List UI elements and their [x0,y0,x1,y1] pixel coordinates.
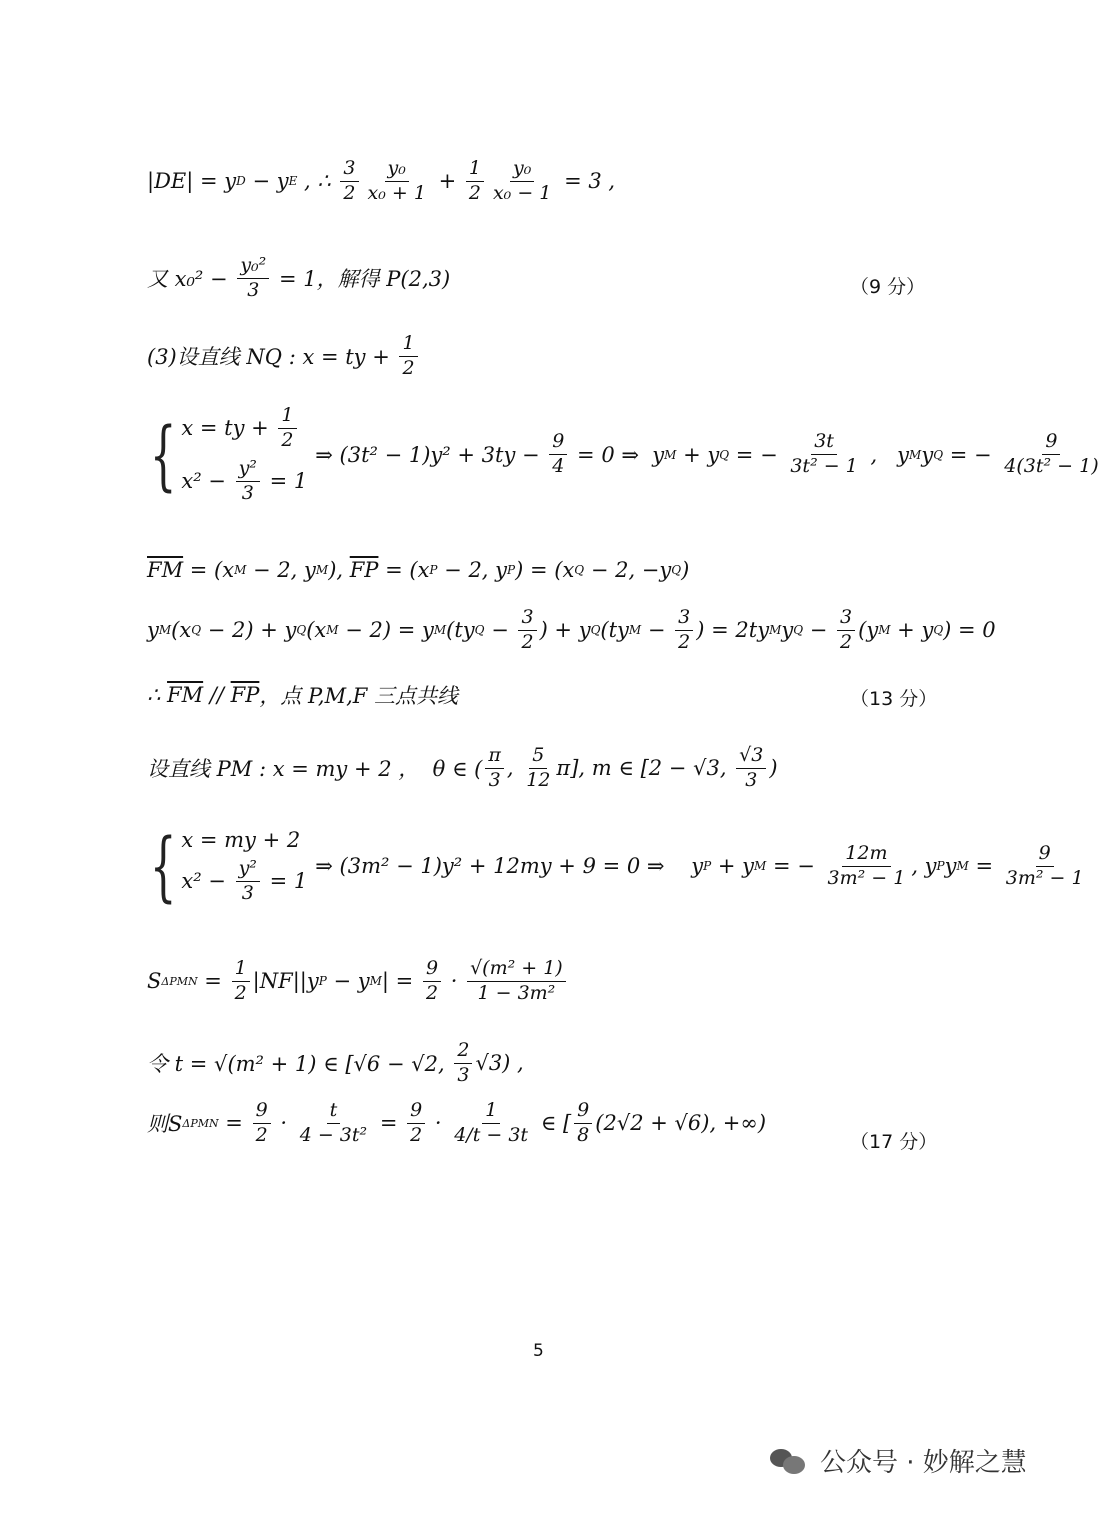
numerator: 1 [232,958,250,982]
sub: Q [191,623,202,638]
text: , y [863,442,910,467]
system-pm-hyperbola [147,821,1090,911]
score-label: （17 分） [850,1131,938,1153]
numerator: y² [236,858,260,882]
fraction [787,431,860,478]
sub: M [369,974,382,989]
text: − 2, y [246,558,316,582]
text: − [803,618,835,643]
vector-fp: $\overline{FP}$ [230,683,260,707]
denominator: 2 [678,630,691,653]
denominator: x₀ − 1 [492,181,552,204]
denominator: 12 [526,768,551,791]
line-collinear-derivation [147,607,996,654]
text: (x [306,618,327,643]
text: = 1 [262,469,308,494]
numerator: 3 [675,607,693,631]
text: (3)设直线 NQ : x = ty + [147,345,397,370]
page-number: 5 [533,1341,544,1361]
denominator: 2 [255,1123,268,1146]
numerator: 9 [1042,431,1060,455]
text: · [273,1111,294,1136]
line-substitution [147,1040,524,1087]
text: ) = 0 [943,618,996,643]
text: = [968,854,1000,879]
sub: M [878,623,891,638]
brace-symbol: { [149,409,177,499]
line-de-length [147,158,615,205]
denominator: 3m² − 1 [1005,866,1084,889]
fraction [454,1040,472,1087]
line-pm-setup [147,745,778,792]
fraction [297,1100,370,1147]
sub: P [936,859,945,874]
numerator: 1 [278,405,296,429]
denominator: 4 − 3t² [299,1123,368,1146]
text: ，点 P,M,F 三点共线 [259,684,458,708]
text: (ty [600,618,629,643]
text: ⇒ (3t² − 1)y² + 3ty − [315,442,547,467]
numerator: 12m [842,843,890,867]
numerator: y₀² [237,255,269,279]
text: ) = 2ty [696,618,770,643]
denominator: 2 [234,981,247,1004]
text: |NF||y [252,969,319,994]
text: = (x [378,558,430,582]
sub: Q [719,447,730,462]
text: · [444,969,465,994]
denominator: 3 [247,278,260,301]
denominator: 3t² − 1 [790,455,858,478]
text: ∈ [ [534,1111,572,1136]
fraction [523,745,553,792]
text: − 2) = y [338,618,434,643]
text: − y [245,169,289,194]
fraction [490,158,554,205]
text: y [944,854,957,879]
text: = [218,1111,250,1136]
text: = 3 , [557,169,616,194]
sub: M [664,447,677,462]
denominator: 2 [521,630,534,653]
text: = [197,969,229,994]
fraction [1001,431,1101,478]
text: ), [328,558,350,582]
system-row [181,858,307,905]
numerator: √(m² + 1) [467,958,566,982]
text: − y [326,969,370,994]
watermark-text: 公众号 · 妙解之慧 [820,1448,1027,1478]
numerator: √3 [736,745,766,769]
numerator: 1 [482,1100,500,1124]
sub: Q [933,623,944,638]
text: + y [676,442,720,467]
numerator: π [485,745,504,769]
sub: M [628,623,642,638]
text: ) [681,558,690,582]
system-nq-hyperbola [147,405,1105,504]
text: ) + y [539,618,591,643]
text: = (x [183,558,235,582]
denominator: 4(3t² − 1) [1004,455,1099,478]
fraction [675,607,693,654]
fraction [365,158,429,205]
fraction [399,333,417,380]
numerator: t [327,1100,341,1124]
denominator: 3m² − 1 [827,866,906,889]
text: (x [171,618,192,643]
watermark [770,1442,1027,1479]
sub: E [288,174,298,189]
sub: M [433,623,447,638]
fraction [232,958,250,1005]
sub: ΔPMN [161,974,198,988]
denominator: 2 [281,428,294,451]
sub: M [315,563,329,577]
denominator: 2 [343,181,356,204]
sub: D [236,174,246,189]
text: (2√2 + √6), +∞) [595,1111,767,1136]
fraction [451,1100,531,1147]
denominator: 3 [745,768,758,791]
system-row [181,458,307,505]
text: = − [943,442,999,467]
numerator: y₀ [510,158,534,182]
text: ) = (x [515,558,575,582]
fraction [825,843,909,890]
sub: ΔPMN [182,1116,219,1130]
denominator: 3 [241,481,254,504]
denominator: x₀ + 1 [367,181,426,204]
fraction [236,858,260,905]
sub: M [753,859,767,874]
denominator: 4 [552,455,565,478]
fraction [340,158,358,205]
text: x² − [181,869,233,894]
text: − [484,618,516,643]
text: | = [381,969,420,994]
sub: Q [671,563,682,577]
fraction [423,958,441,1005]
text: // [203,683,231,707]
sub: P [703,859,712,874]
fraction [467,958,566,1005]
text: = 1，解得 P(2,3) [272,267,451,292]
fraction [236,458,260,505]
text: x = ty + [181,416,276,441]
sub: M [234,563,247,577]
text: = [373,1111,405,1136]
vector-fp: $\overline{FP}$ [349,558,379,582]
denominator: 3 [241,881,254,904]
denominator: 2 [840,630,853,653]
numerator: 9 [1036,843,1054,867]
text: π], m ∈ [2 − √3, [556,756,734,781]
text: − 2, y [437,558,508,582]
denominator: 8 [577,1123,590,1146]
sub: M [956,859,969,874]
text: + y [890,618,934,643]
line-area-range [147,1100,766,1147]
sub: P [318,974,327,989]
numerator: y₀ [385,158,409,182]
text: y [781,618,794,643]
fraction [574,1100,592,1147]
system-row [181,405,307,452]
numerator: 3 [837,607,855,631]
fraction [278,405,296,452]
numerator: 5 [529,745,547,769]
denominator: 4/t − 3t [454,1123,529,1146]
denominator: 3 [457,1063,470,1086]
sub: Q [474,623,485,638]
text: , ∴ [297,169,338,194]
denominator: 3 [488,768,501,791]
line-part3-nq [147,333,421,380]
numerator: 9 [423,958,441,982]
sub: Q [933,447,944,462]
text: √3) , [475,1051,524,1076]
text: − 2) + y [201,618,297,643]
sub: P [429,563,438,577]
sub: Q [590,623,601,638]
fraction [237,255,269,302]
text: 设直线 PM : x = my + 2 ， θ ∈ ( [147,757,483,782]
text: − 2, −y [584,558,672,582]
text: = − [729,442,785,467]
system-rows [181,405,307,504]
text: , [506,756,521,781]
sub: Q [793,623,804,638]
text: 则S [147,1112,183,1137]
text: y [147,618,159,643]
denominator: 1 − 3m² [477,981,556,1004]
text: x = my + 2 [181,828,301,852]
numerator: 3t [811,431,837,455]
text: = 1 [262,869,308,894]
text: 又 x₀² − [147,267,235,292]
text: − [641,618,673,643]
denominator: 2 [402,356,415,379]
fraction [253,1100,271,1147]
text: y [921,442,934,467]
numerator: 1 [399,333,417,357]
sub: M [909,447,922,462]
line-solve-p [147,255,450,302]
text: (y [858,618,879,643]
text: x² − [181,469,233,494]
numerator: 9 [253,1100,271,1124]
text: + y [711,854,754,879]
numerator: 2 [454,1040,472,1064]
wechat-icon [770,1447,808,1475]
line-area-formula [147,958,569,1005]
fraction [837,607,855,654]
numerator: 3 [340,158,358,182]
score-label: （9 分） [850,276,926,298]
denominator: 2 [425,981,439,1004]
numerator: 9 [549,431,567,455]
fraction [518,607,536,654]
sub: P [507,563,516,577]
sub: M [158,623,172,638]
sub: M [326,623,339,638]
sub: Q [296,623,307,638]
fraction [407,1100,425,1147]
text: S [147,969,162,994]
text: ⇒ (3m² − 1)y² + 12my + 9 = 0 ⇒ y [315,854,704,879]
sub: M [769,623,782,638]
fraction [549,431,567,478]
denominator: 2 [410,1123,423,1146]
text: 令 t = √(m² + 1) ∈ [√6 − √2, [147,1052,452,1077]
text: = − [766,854,822,879]
fraction [736,745,766,792]
brace-symbol: { [149,821,177,911]
fraction [485,745,504,792]
fraction [466,158,484,205]
score-label: （13 分） [850,688,938,710]
fraction [1003,843,1087,890]
text: · [428,1111,449,1136]
line-parallel-conclusion [147,680,458,710]
numerator: 9 [574,1100,592,1124]
numerator: 9 [407,1100,425,1124]
vector-fm: $\overline{FM}$ [167,683,204,707]
numerator: 1 [466,158,484,182]
text: (ty [446,618,475,643]
text: ) [769,756,778,781]
system-rows [181,828,307,905]
text: , y [911,854,937,879]
numerator: 3 [518,607,536,631]
line-vectors-fm-fp [147,558,689,582]
text: = 0 ⇒ y [570,442,665,467]
denominator: 2 [468,181,481,204]
system-row [181,828,307,852]
numerator: y² [236,458,260,482]
sub: Q [574,563,585,577]
text: ∴ [147,683,168,707]
text: |DE| = y [147,169,237,194]
text: + [431,169,463,194]
vector-fm: $\overline{FM}$ [147,558,184,582]
